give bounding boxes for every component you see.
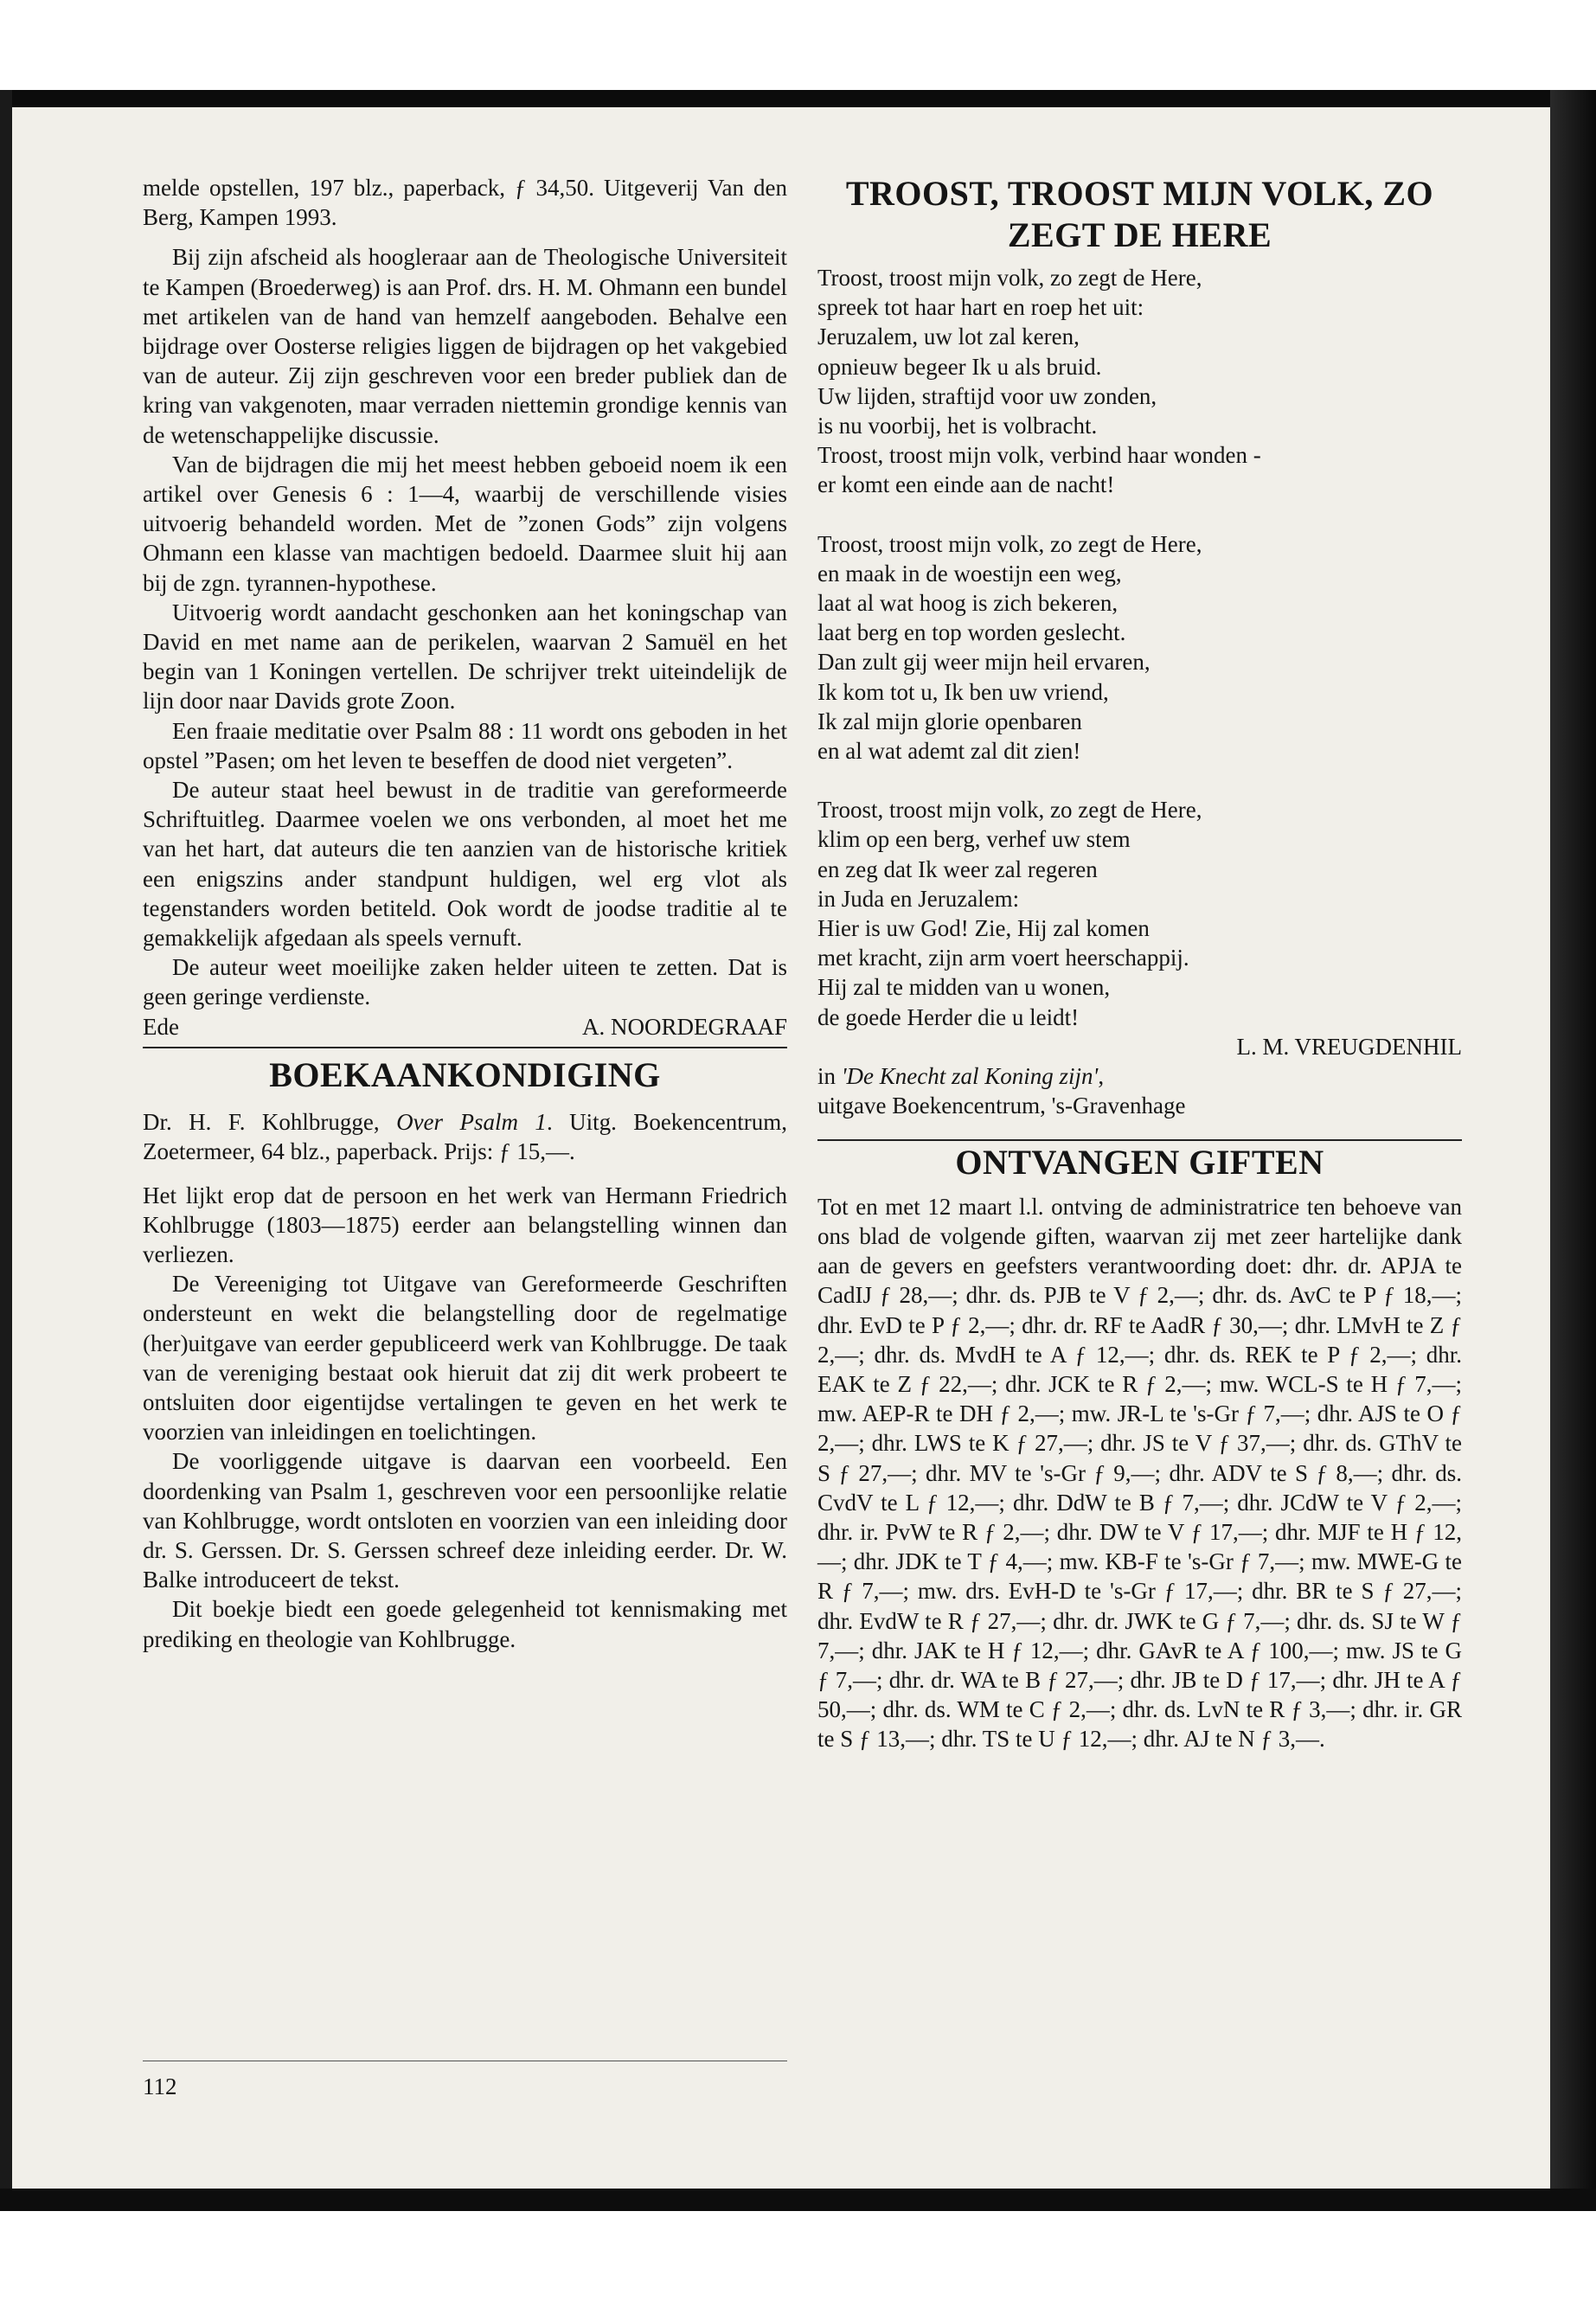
boekaankondiging-heading: BOEKAANKONDIGING (269, 1054, 661, 1094)
poem-line: de goede Herder die u leidt! (817, 1003, 1080, 1030)
poem-line: klim op een berg, verhef uw stem (817, 826, 1131, 853)
review-paragraph: Een fraaie meditatie over Psalm 88 : 11 wordt ons geboden in het opstel ”Pasen; om het leven te beseffen de dood niet vergeten”. (143, 717, 787, 773)
section-divider (817, 1139, 1462, 1141)
right-column (817, 173, 1462, 1754)
poem-line: opnieuw begeer Ik u als bruid. (817, 353, 1102, 380)
poem-line: Troost, troost mijn volk, zo zegt de Here, (817, 797, 1202, 824)
poem-line: met kracht, zijn arm voert heerschappij. (817, 945, 1189, 971)
book-title: Over Psalm 1 (396, 1109, 547, 1136)
poem-line: spreek tot haar hart en roep het uit: (817, 294, 1144, 321)
review-signature (143, 1012, 787, 1042)
source-suffix: , (1098, 1063, 1105, 1090)
announcement-paragraph: Dit boekje biedt een goede gelegenheid tot kennismaking met prediking en theologie van Kohlbrugge. (143, 1596, 787, 1652)
poem-line: laat berg en top worden geslecht. (817, 619, 1126, 646)
poem-line: Hier is uw God! Zie, Hij zal komen (817, 915, 1150, 942)
section-divider (143, 1047, 787, 1048)
poem-line: en maak in de woestijn een weg, (817, 560, 1122, 586)
scan-border-right (1550, 90, 1596, 2235)
review-paragraph: Bij zijn afscheid als hoogleraar aan de Theologische Universiteit te Kampen (Broederweg) is aan Prof. drs. H. M. Ohmann een bundel met artikelen van de hand van hemzelf aangeboden. Behalve een bijdrage over Oosterse religies liggen de bijdragen op het vakgebied van de auteur. Zij zijn geschreven voor een breder publiek dan de kring van vakgenoten, maar verraden niettemin grondige kennis van de wetenschappelijke discussie. (143, 244, 787, 448)
announcement-paragraph: Het lijkt erop dat de persoon en het werk van Hermann Friedrich Kohlbrugge (1803—1875) eerder aan belangstelling winnen dan verliezen. (143, 1182, 787, 1267)
scan-border-top (0, 90, 1596, 107)
poem-line: Uw lijden, straftijd voor uw zonden, (817, 382, 1157, 409)
review-paragraph: Van de bijdragen die mij het meest hebben geboeid noem ik een artikel over Genesis 6 : 1—4, waarbij de verschillende visies uitvoerig behandeld worden. Met de ”zonen Gods” zijn volgens Ohmann een klasse van machtigen bedoeld. Daarmee sluit hij aan bij de zgn. tyrannen-hypothese. (143, 451, 787, 596)
poem-line: Troost, troost mijn volk, zo zegt de Here, (817, 530, 1202, 557)
poem-line: Troost, troost mijn volk, zo zegt de Here, (817, 265, 1202, 291)
poem-line: laat al wat hoog is zich bekeren, (817, 590, 1118, 617)
poem-author: L. M. VREUGDENHIL (1236, 1033, 1462, 1060)
poem-line: in Juda en Jeruzalem: (817, 885, 1020, 912)
poem-source (817, 1061, 1462, 1091)
review-paragraph: De auteur weet moeilijke zaken helder uiteen te zetten. Dat is geen geringe verdienste. (143, 954, 787, 1010)
giften-heading: ONTVANGEN GIFTEN (955, 1143, 1324, 1183)
poem-heading: TROOST, TROOST MIJN VOLK, ZO ZEGT DE HERE (845, 174, 1434, 254)
giften-list: Tot en met 12 maart l.l. ontving de administratrice ten behoeve van ons blad de volgende giften, waarvan zij met zeer hartelijke dank aan de gevers en geefsters verantwoording doet: dhr. dr. APJA te CadIJ ƒ 28,—; dhr. ds. PJB te V ƒ 2,—; dhr. ds. AvC te P ƒ 18,—; dhr. EvD te P ƒ 2,—; dhr. dr. RF te AadR ƒ 30,—; dhr. LMvH te Z ƒ 2,—; dhr. ds. MvdH te A ƒ 12,—; dhr. ds. REK te P ƒ 2,—; dhr. EAK te Z ƒ 22,—; dhr. JCK te R ƒ 2,—; mw. WCL-S te H ƒ 7,—; mw. AEP-R te DH ƒ 2,—; mw. JR-L te 's-Gr ƒ 7,—; dhr. AJS te O ƒ 2,—; dhr. LWS te K ƒ 27,—; dhr. JS te V ƒ 37,—; dhr. ds. GThV te S ƒ 27,—; dhr. MV te 's-Gr ƒ 9,—; dhr. ADV te S ƒ 8,—; dhr. ds. CvdV te L ƒ 12,—; dhr. DdW te B ƒ 7,—; dhr. JCdW te V ƒ 2,—; dhr. ir. PvW te R ƒ 2,—; dhr. DW te V ƒ 17,—; dhr. MJF te H ƒ 12,—; dhr. JDK te T ƒ 4,—; mw. KB-F te 's-Gr ƒ 7,—; mw. MWE-G te R ƒ 7,—; mw. drs. EvH-D te 's-Gr ƒ 17,—; dhr. BR te S ƒ 27,—; dhr. EvdW te R ƒ 27,—; dhr. dr. JWK te G ƒ 7,—; dhr. ds. SJ te W ƒ 7,—; dhr. JAK te H ƒ 12,—; dhr. GAvR te A ƒ 100,—; mw. JS te G ƒ 7,—; dhr. dr. WA te B ƒ 27,—; dhr. JB te D ƒ 17,—; dhr. JH te A ƒ 50,—; dhr. ds. WM te C ƒ 2,—; dhr. ds. LvN te R ƒ 3,—; dhr. ir. GR te S ƒ 13,—; dhr. TS te U ƒ 12,—; dhr. AJ te N ƒ 3,—. (817, 1193, 1462, 1753)
source-prefix: in (817, 1063, 842, 1090)
poem-line: Hij zal te midden van u wonen, (817, 974, 1111, 1001)
book-reference (143, 1107, 787, 1166)
page-number: 112 (143, 2073, 177, 2099)
left-column (143, 173, 787, 1654)
review-paragraph: De auteur staat heel bewust in de traditie van gereformeerde Schriftuitleg. Daarmee voelen we ons verbonden, al moet het me van het hart, dat auteurs die ten aanzien van de historische kritiek een enigszins ander standpunt huldigen, wel erg vlot als tegenstanders worden betiteld. Ook wordt de joodse traditie al te gemakkelijk afgedaan als speels vernuft. (143, 777, 787, 952)
poem-line: Dan zult gij weer mijn heil ervaren, (817, 649, 1151, 676)
poem-publisher: uitgave Boekencentrum, 's-Gravenhage (817, 1093, 1186, 1119)
poem-line: Ik kom tot u, Ik ben uw vriend, (817, 678, 1109, 705)
book-details: . Uitg. Boekencentrum, Zoetermeer, 64 blz., paperback. Prijs: ƒ 15,—. (143, 1109, 787, 1165)
poem-line: is nu voorbij, het is volbracht. (817, 413, 1098, 439)
poem-line: Jeruzalem, uw lot zal keren, (817, 324, 1080, 350)
poem-line: Ik zal mijn glorie openbaren (817, 708, 1082, 734)
signature-place: Ede (143, 1013, 179, 1040)
poem-line: en zeg dat Ik weer zal regeren (817, 856, 1098, 882)
scan-border-left (0, 90, 12, 2211)
poem-line: en al wat ademt zal dit zien! (817, 738, 1081, 765)
poem-line: er komt een einde aan de nacht! (817, 471, 1115, 498)
announcement-paragraph: De voorliggende uitgave is daarvan een voorbeeld. Een doordenking van Psalm 1, geschreven voor een persoonlijke relatie van Kohlbrugge, wordt ontsloten en voorzien van een inleiding door dr. S. Gerssen. Dr. S. Gerssen schreef deze inleiding eerder. Dr. W. Balke introduceert de tekst. (143, 1448, 787, 1593)
announcement-paragraph: De Vereeniging tot Uitgave van Gereformeerde Geschriften ondersteunt en wekt die belangstelling door de regelmatige (her)uitgave van eerder gepubliceerd werk van Kohlbrugge. De taak van de vereniging bestaat ook hieruit dat zij dit werk probeert te ontsluiten door eigentijdse vertalingen te geven en het werk te voorzien van inleidingen en toelichtingen. (143, 1271, 787, 1445)
book-author: Dr. H. F. Kohlbrugge, (143, 1109, 397, 1136)
source-title: 'De Knecht zal Koning zijn' (841, 1063, 1099, 1090)
poem-line: Troost, troost mijn volk, verbind haar wonden - (817, 442, 1261, 469)
poem (817, 263, 1462, 1032)
signature-name: A. NOORDEGRAAF (581, 1013, 787, 1040)
review-paragraph: Uitvoerig wordt aandacht geschonken aan het koningschap van David en met name aan de perikelen, waarvan 2 Samuël en het begin van 1 Koningen vertellen. De schrijver trekt uiteindelijk de lijn door naar Davids grote Zoon. (143, 599, 787, 715)
scan-border-bottom (0, 2189, 1596, 2211)
review-continuation: melde opstellen, 197 blz., paperback, ƒ 34,50. Uitgeverij Van den Berg, Kampen 1993. (143, 175, 787, 231)
